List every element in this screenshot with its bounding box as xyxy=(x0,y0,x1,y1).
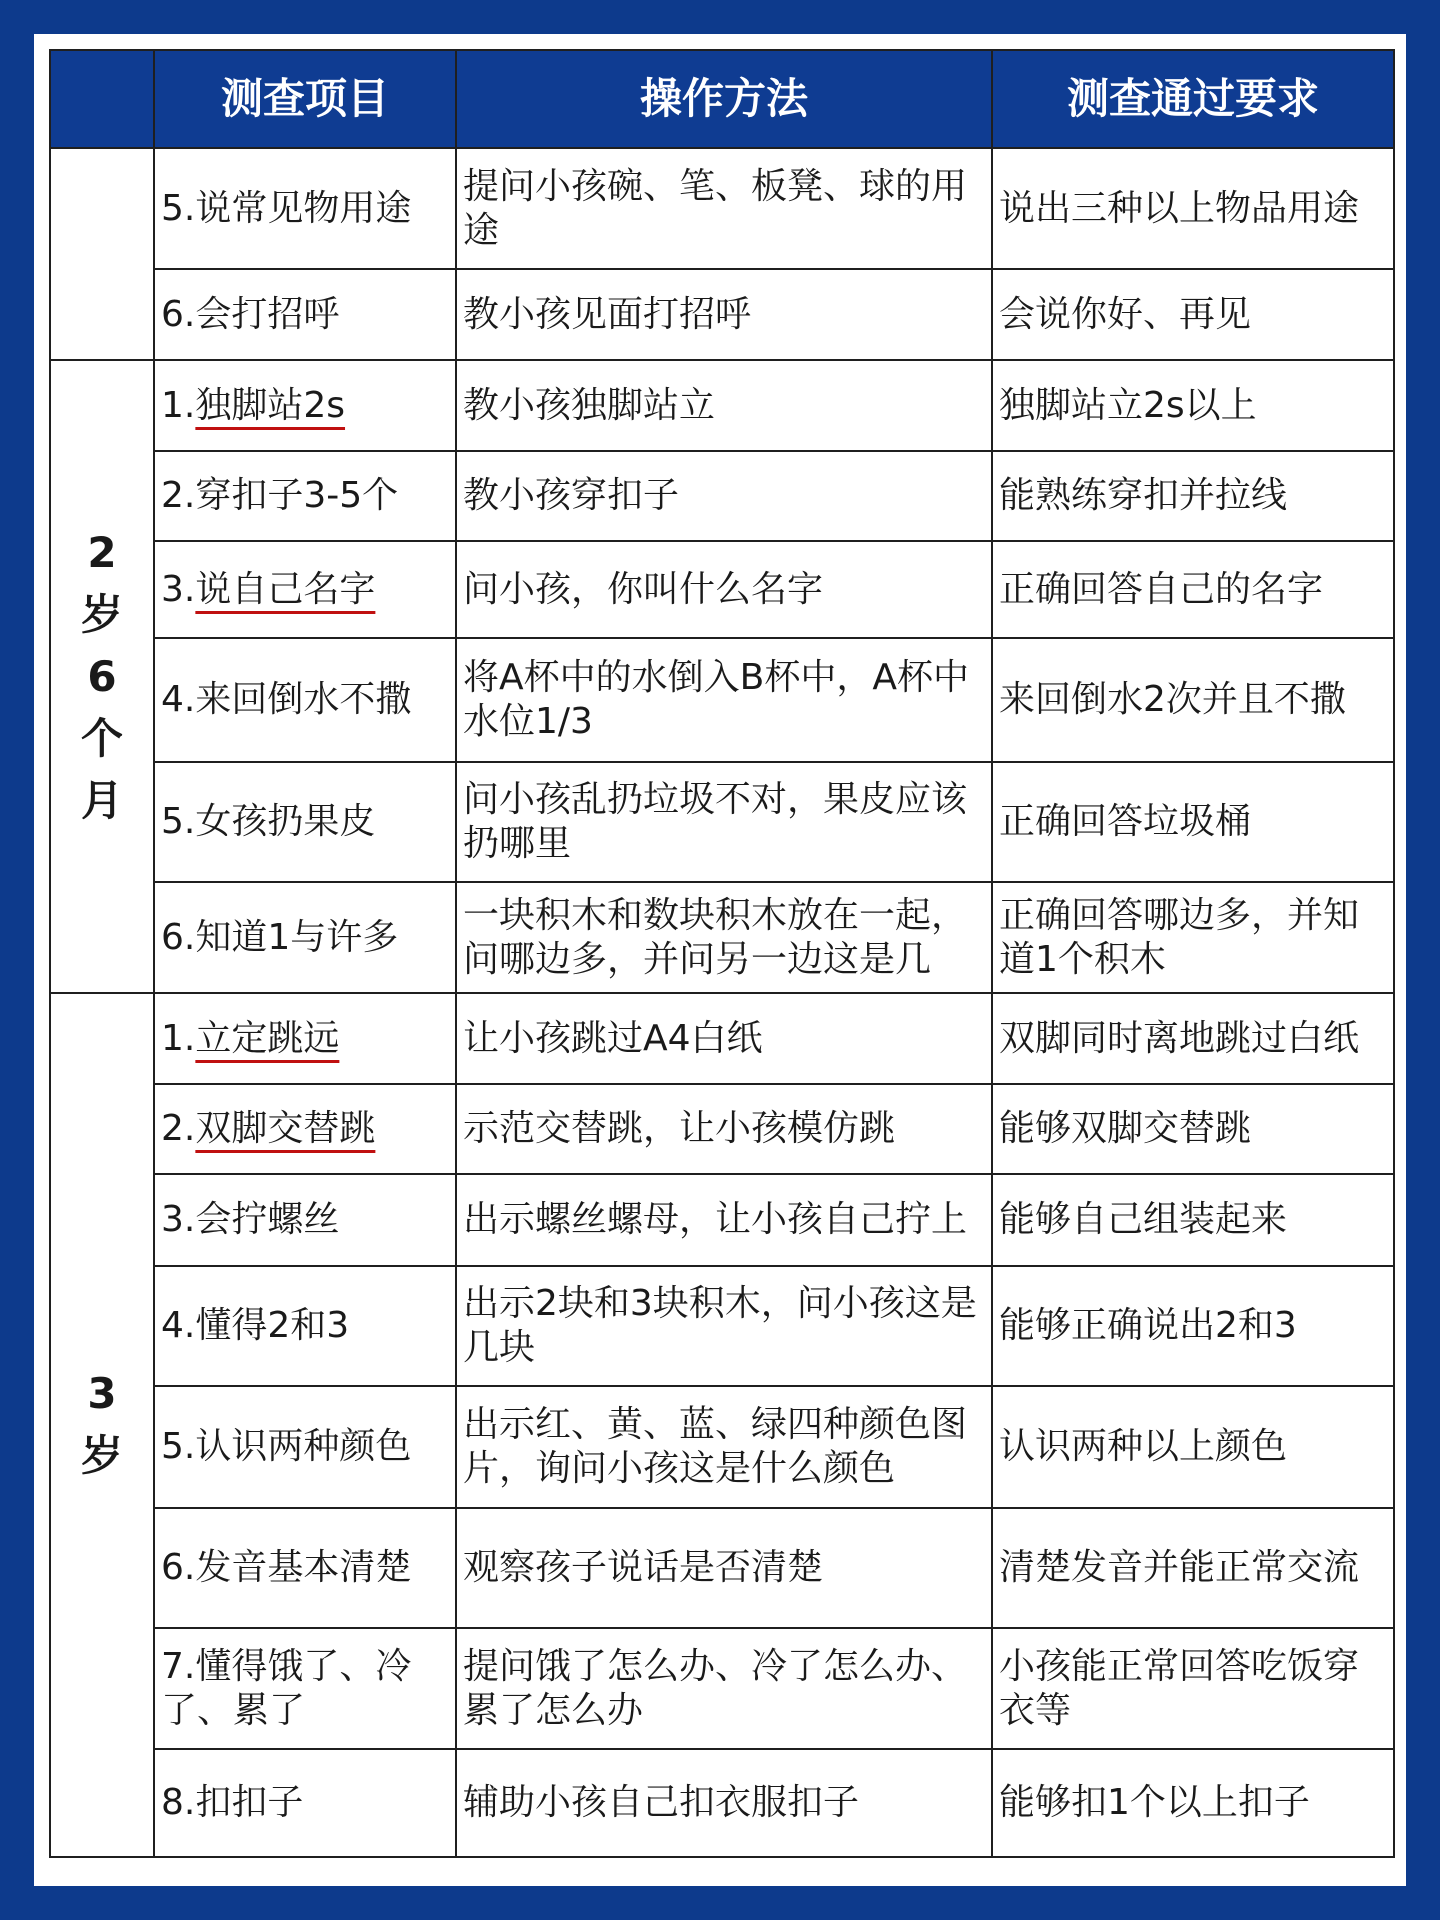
requirement-cell: 能够扣1个以上扣子 xyxy=(992,1749,1394,1857)
underlined-item: 双脚交替跳 xyxy=(195,1108,376,1149)
requirement-cell: 正确回答自己的名字 xyxy=(992,541,1394,638)
table-row xyxy=(50,269,1394,360)
table-row xyxy=(50,993,1394,1084)
table-row xyxy=(50,1084,1394,1174)
item-cell: 2.双脚交替跳 xyxy=(154,1084,456,1174)
item-cell: 4.来回倒水不撒 xyxy=(154,638,456,762)
requirement-cell: 双脚同时离地跳过白纸 xyxy=(992,993,1394,1084)
document-sheet xyxy=(34,34,1406,1886)
method-cell: 提问饿了怎么办、冷了怎么办、累了怎么办 xyxy=(456,1628,992,1749)
item-cell: 4.懂得2和3 xyxy=(154,1266,456,1386)
table-row xyxy=(50,451,1394,541)
table-row xyxy=(50,541,1394,638)
item-cell: 3.说自己名字 xyxy=(154,541,456,638)
table-row xyxy=(50,882,1394,993)
method-cell: 辅助小孩自己扣衣服扣子 xyxy=(456,1749,992,1857)
header-row xyxy=(50,50,1394,148)
method-cell: 让小孩跳过A4白纸 xyxy=(456,993,992,1084)
method-cell: 问小孩乱扔垃圾不对，果皮应该扔哪里 xyxy=(456,762,992,882)
method-cell: 出示红、黄、蓝、绿四种颜色图片，询问小孩这是什么颜色 xyxy=(456,1386,992,1508)
age-cell-continued xyxy=(50,148,154,360)
item-cell: 6.发音基本清楚 xyxy=(154,1508,456,1628)
age-cell-2y6m: 2 岁 6 个 月 xyxy=(50,360,154,993)
header-age xyxy=(50,50,154,148)
age-cell-3y: 3 岁 xyxy=(50,993,154,1857)
item-cell: 1.独脚站2s xyxy=(154,360,456,451)
underlined-item: 独脚站2s xyxy=(195,384,346,426)
header-method: 操作方法 xyxy=(456,50,992,148)
table-row xyxy=(50,1386,1394,1508)
requirement-cell: 小孩能正常回答吃饭穿衣等 xyxy=(992,1628,1394,1749)
requirement-cell: 认识两种以上颜色 xyxy=(992,1386,1394,1508)
method-cell: 问小孩，你叫什么名字 xyxy=(456,541,992,638)
method-cell: 教小孩独脚站立 xyxy=(456,360,992,451)
item-cell: 3.会拧螺丝 xyxy=(154,1174,456,1266)
requirement-cell: 能够正确说出2和3 xyxy=(992,1266,1394,1386)
table-row xyxy=(50,1174,1394,1266)
method-cell: 观察孩子说话是否清楚 xyxy=(456,1508,992,1628)
method-cell: 教小孩穿扣子 xyxy=(456,451,992,541)
underlined-item: 立定跳远 xyxy=(195,1017,340,1059)
item-cell: 5.认识两种颜色 xyxy=(154,1386,456,1508)
table-row xyxy=(50,638,1394,762)
item-cell: 2.穿扣子3-5个 xyxy=(154,451,456,541)
table-row xyxy=(50,1266,1394,1386)
header-item: 测查项目 xyxy=(154,50,456,148)
requirement-cell: 会说你好、再见 xyxy=(992,269,1394,360)
item-cell: 6.会打招呼 xyxy=(154,269,456,360)
item-cell: 6.知道1与许多 xyxy=(154,882,456,993)
requirement-cell: 独脚站立2s以上 xyxy=(992,360,1394,451)
method-cell: 将A杯中的水倒入B杯中，A杯中水位1/3 xyxy=(456,638,992,762)
table-row xyxy=(50,1508,1394,1628)
item-cell: 5.女孩扔果皮 xyxy=(154,762,456,882)
method-cell: 出示螺丝螺母，让小孩自己拧上 xyxy=(456,1174,992,1266)
method-cell: 示范交替跳，让小孩模仿跳 xyxy=(456,1084,992,1174)
development-test-table xyxy=(49,49,1395,1858)
table-row xyxy=(50,762,1394,882)
item-cell: 7.懂得饿了、冷了、累了 xyxy=(154,1628,456,1749)
table-row xyxy=(50,1749,1394,1857)
requirement-cell: 能够双脚交替跳 xyxy=(992,1084,1394,1174)
requirement-cell: 能够自己组装起来 xyxy=(992,1174,1394,1266)
header-requirement: 测查通过要求 xyxy=(992,50,1394,148)
item-cell: 1.立定跳远 xyxy=(154,993,456,1084)
method-cell: 教小孩见面打招呼 xyxy=(456,269,992,360)
requirement-cell: 说出三种以上物品用途 xyxy=(992,148,1394,269)
table-row xyxy=(50,1628,1394,1749)
method-cell: 一块积木和数块积木放在一起，问哪边多，并问另一边这是几 xyxy=(456,882,992,993)
requirement-cell: 正确回答哪边多，并知道1个积木 xyxy=(992,882,1394,993)
item-cell: 5.说常见物用途 xyxy=(154,148,456,269)
table-row xyxy=(50,360,1394,451)
requirement-cell: 能熟练穿扣并拉线 xyxy=(992,451,1394,541)
method-cell: 出示2块和3块积木，问小孩这是几块 xyxy=(456,1266,992,1386)
underlined-item: 说自己名字 xyxy=(195,568,376,610)
requirement-cell: 来回倒水2次并且不撒 xyxy=(992,638,1394,762)
requirement-cell: 正确回答垃圾桶 xyxy=(992,762,1394,882)
method-cell: 提问小孩碗、笔、板凳、球的用途 xyxy=(456,148,992,269)
table-row xyxy=(50,148,1394,269)
item-cell: 8.扣扣子 xyxy=(154,1749,456,1857)
requirement-cell: 清楚发音并能正常交流 xyxy=(992,1508,1394,1628)
